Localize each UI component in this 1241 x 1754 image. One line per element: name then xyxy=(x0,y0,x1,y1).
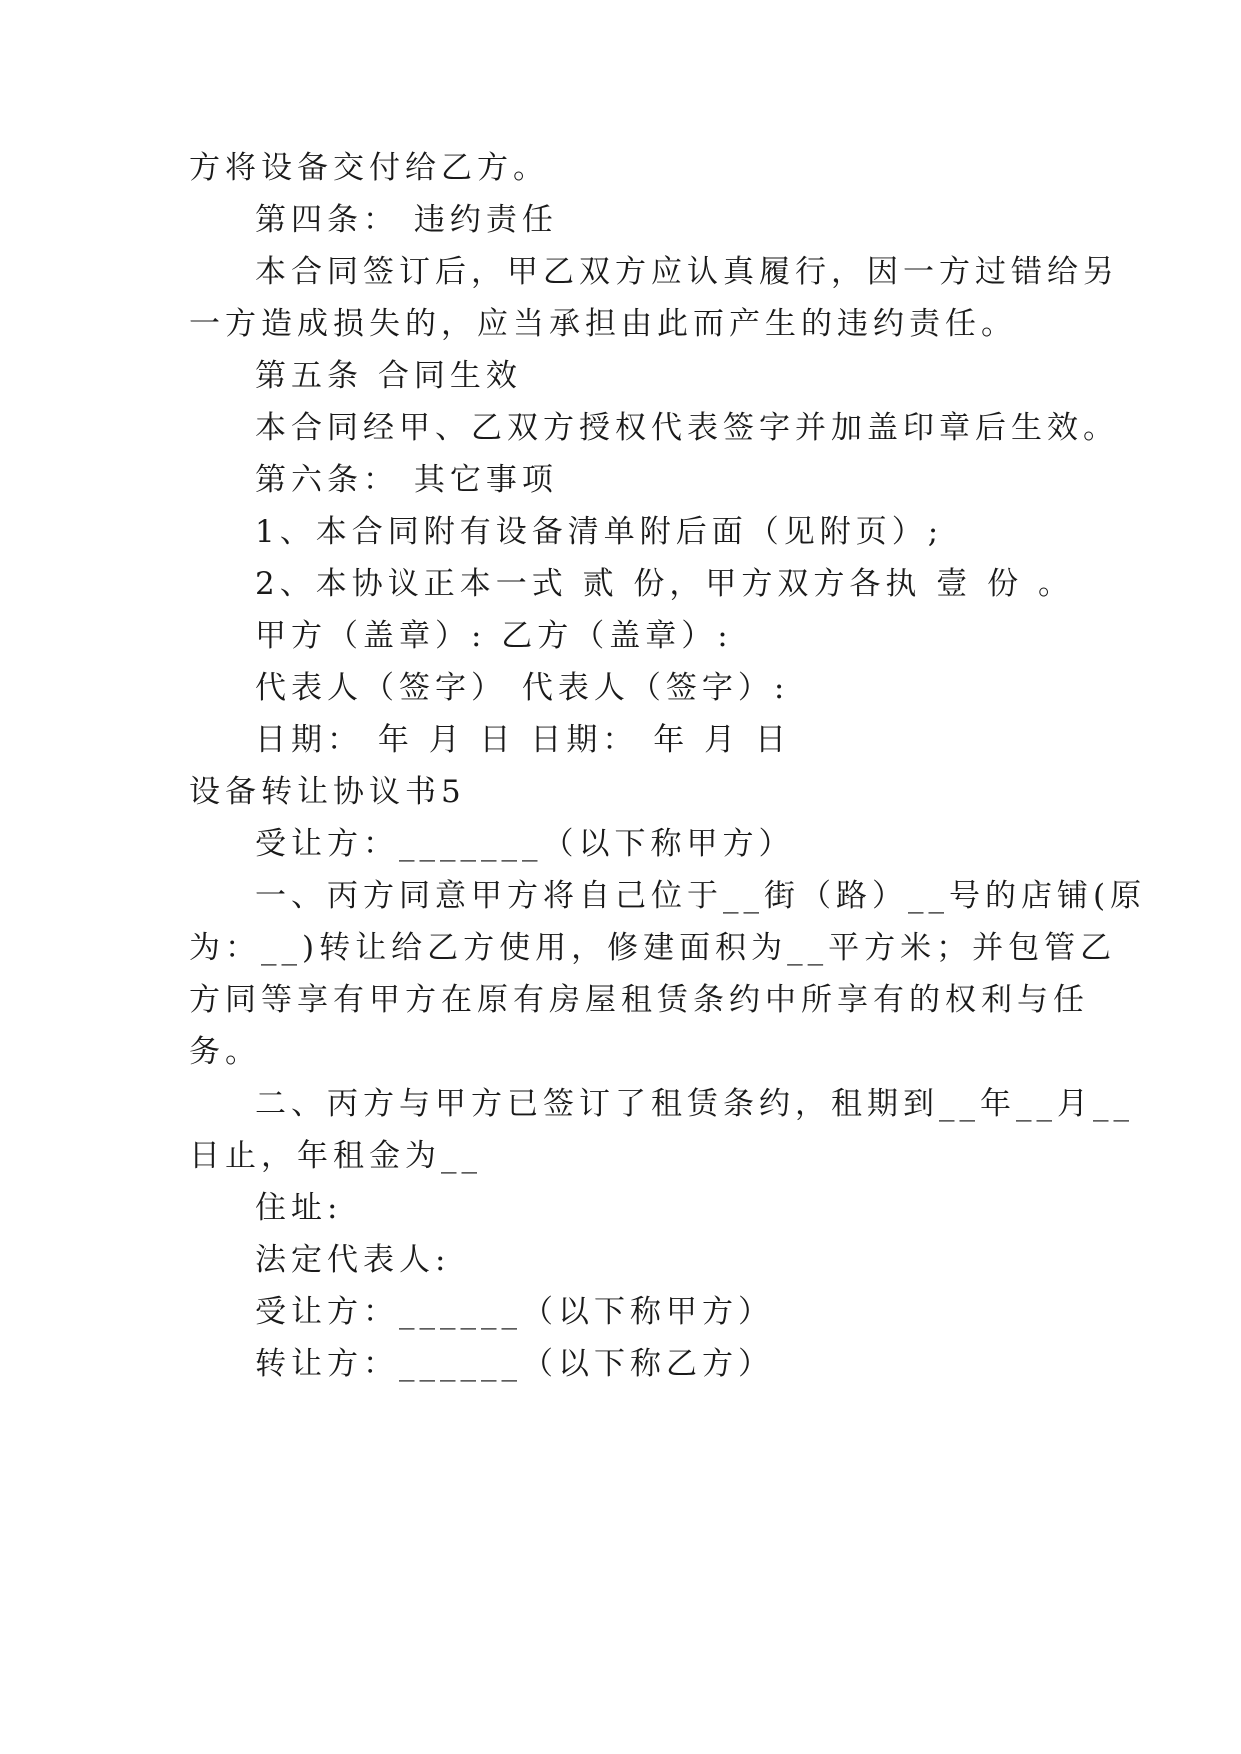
section-title: 设备转让协议书5 xyxy=(189,774,466,810)
article-heading: 第五条 合同生效 xyxy=(255,358,522,394)
text-line: 为：__)转让给乙方使用，修建面积为__平方米；并包管乙 xyxy=(189,930,1117,966)
signature-line: 甲方（盖章）: 乙方（盖章）: xyxy=(255,618,733,654)
article-heading: 第四条： 违约责任 xyxy=(255,202,558,238)
list-item: 1、本合同附有设备清单附后面（见附页）; xyxy=(255,514,944,550)
text-line: 务。 xyxy=(189,1034,261,1070)
text-line: 方同等享有甲方在原有房屋租赁条约中所享有的权利与任 xyxy=(189,982,1089,1018)
text-line: 一、丙方同意甲方将自己位于__街（路）__号的店铺(原 xyxy=(255,878,1147,914)
text-line: 日止，年租金为__ xyxy=(189,1138,482,1174)
party-line: 受让方：______（以下称甲方） xyxy=(255,1294,774,1330)
text-line: 方将设备交付给乙方。 xyxy=(189,150,549,186)
date-line: 日期： 年 月 日 日期： 年 月 日 xyxy=(255,722,791,758)
text-line: 一方造成损失的，应当承担由此而产生的违约责任。 xyxy=(189,306,1017,342)
address-line: 住址: xyxy=(255,1190,343,1226)
list-item: 2、本协议正本一式 贰 份，甲方双方各执 壹 份 。 xyxy=(255,566,1074,602)
party-line: 转让方：______（以下称乙方） xyxy=(255,1346,774,1382)
signature-line: 代表人（签字） 代表人（签字）: xyxy=(255,670,790,706)
party-line: 受让方：_______（以下称甲方） xyxy=(255,826,795,862)
article-heading: 第六条： 其它事项 xyxy=(255,462,558,498)
text-line: 本合同签订后，甲乙双方应认真履行，因一方过错给另 xyxy=(255,254,1119,290)
text-line: 本合同经甲、乙双方授权代表签字并加盖印章后生效。 xyxy=(255,410,1119,446)
text-line: 二、丙方与甲方已签订了租赁条约，租期到__年__月__ xyxy=(255,1086,1134,1122)
representative-line: 法定代表人: xyxy=(255,1242,451,1278)
